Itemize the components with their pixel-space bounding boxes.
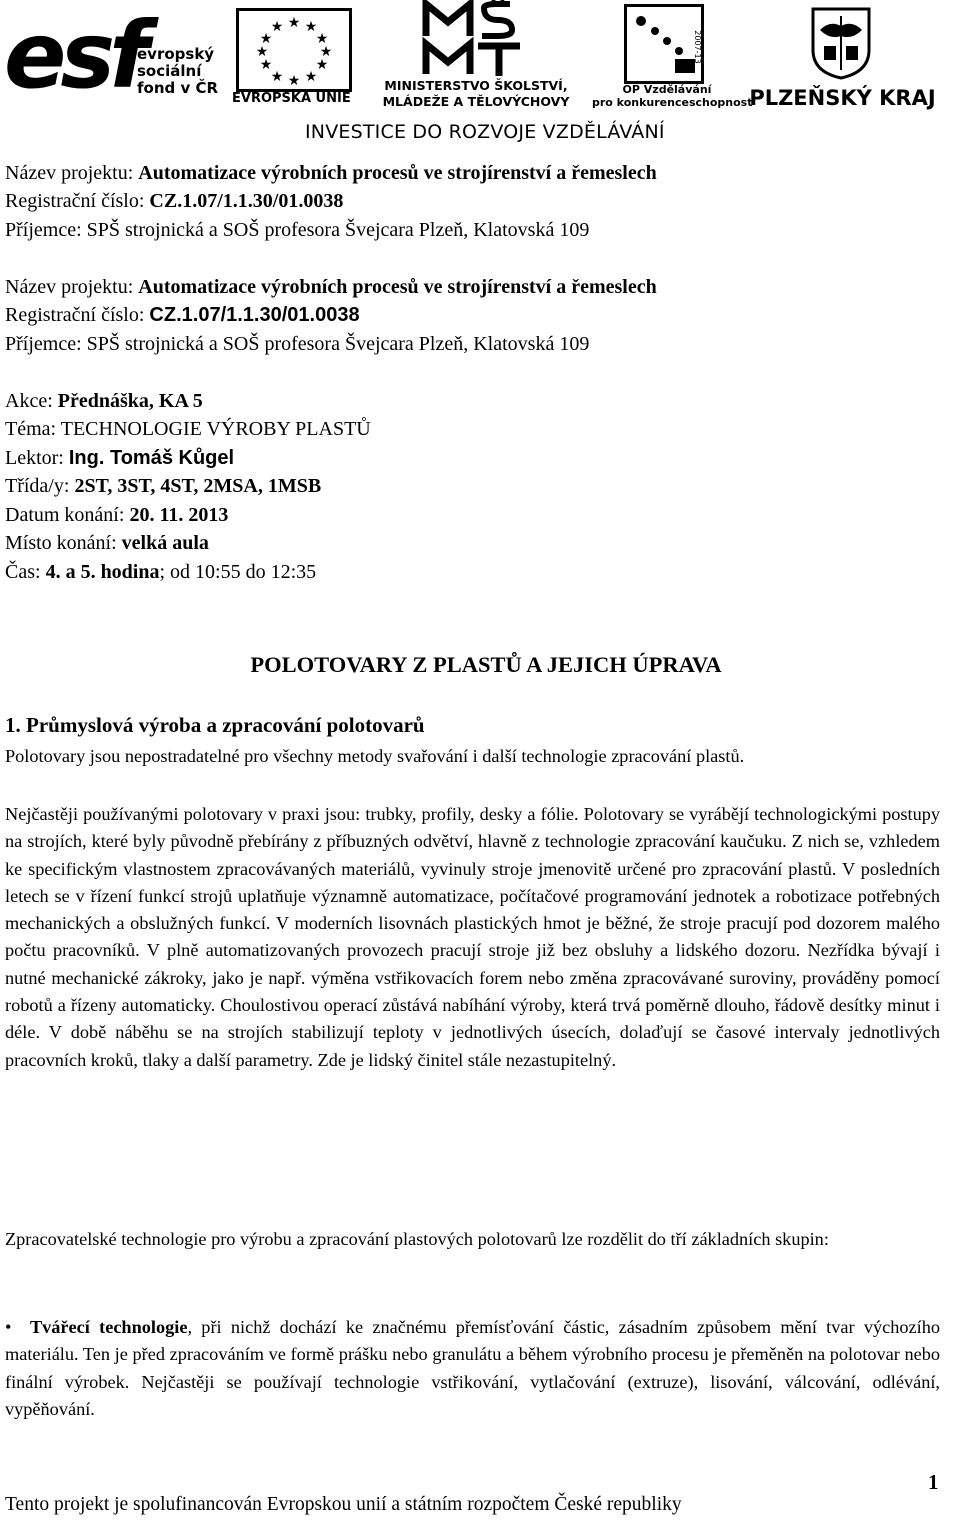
section-title: 1. Průmyslová výroba a zpracování polotovarů — [5, 713, 425, 737]
svg-text:★: ★ — [270, 70, 284, 85]
logo-band — [0, 0, 960, 150]
esf-mark: esf — [4, 2, 144, 109]
bullet-icon: • — [5, 1317, 12, 1337]
misto-line: Místo konání: velká aula — [5, 532, 209, 554]
project-name-line-1: Název projektu: Automatizace výrobních procesů ve strojírenství a řemeslech — [5, 162, 657, 184]
paragraph-3: Zpracovatelské technologie pro výrobu a zpracování plastových polotovarů lze rozdělit do tří základních skupin: — [5, 1229, 829, 1249]
investice-tagline: INVESTICE DO ROZVOJE VZDĚLÁVÁNÍ — [305, 121, 665, 143]
trida-line: Třída/y: 2ST, 3ST, 4ST, 2MSA, 1MSB — [5, 475, 322, 497]
svg-text:★: ★ — [315, 58, 329, 73]
svg-text:★: ★ — [315, 32, 329, 47]
project-name-line-2: Název projektu: Automatizace výrobních procesů ve strojírenství a řemeslech — [5, 276, 657, 298]
tema-line: Téma: TECHNOLOGIE VÝROBY PLASTŮ — [5, 418, 371, 440]
recipient-line-2: Příjemce: SPŠ strojnická a SOŠ profesora Švejcara Plzeň, Klatovská 109 — [5, 333, 590, 355]
op-vertical-text: 2007-13 — [693, 30, 702, 64]
bullet-paragraph: • Tvářecí technologie, při nichž dochází ke značnému přemísťování částic, zásadním způsobem mění tvar výchozího materiálu. Ten je před zpracováním ve formě prášku nebo granulátu a během výrobního procesu je přeměněn na polotovar nebo finální výrobek. Nejčastěji se používají technologie vstřikování, vytlačování (extruze), lisování, válcování, odlévání, vypěňování. — [5, 1317, 941, 1419]
op-mark-icon — [624, 4, 704, 84]
svg-text:★: ★ — [259, 58, 273, 73]
registration-line-1: Registrační číslo: CZ.1.07/1.1.30/01.0038 — [5, 190, 344, 212]
plzensky-kraj-logo — [740, 6, 945, 110]
op-logo-text: OP Vzdělávání pro konkurenceschopnost — [592, 83, 753, 109]
esf-logo-text: evropský sociální fond v ČR — [137, 45, 219, 97]
recipient-line-1: Příjemce: SPŠ strojnická a SOŠ profesora Švejcara Plzeň, Klatovská 109 — [5, 219, 590, 241]
registration-line-2: Registrační číslo: CZ.1.07/1.1.30/01.0038 — [5, 304, 360, 326]
msmt-logo — [366, 0, 586, 110]
page-number: 1 — [928, 1470, 939, 1494]
esf-logo — [4, 2, 219, 110]
paragraph-2: Nejčastěji používanými polotovary v praxi jsou: trubky, profily, desky a fólie. Polotovary se vyrábějí technologickými postupy na strojích, které byly původně přebírány z příbuzných odvětví, hlavně z technologie zpracování kaučuku. Z nich se, vzhledem ke specifickým vlastnostem zpracovávaných materiálů, vyvinuly stroje jmenovitě určené pro zpracování plastů. V posledních letech se v řízení funkcí strojů uplatňuje významně automatizace, počítačové programování jednotek a robotizace potřebných mechanických a obslužných funkcí. V moderních lisovnách plastických hmot je běžné, že stroje pracují pod dozorem malého počtu pracovníků. V plně automatizovaných provozech pracují stroje již bez obsluhy a lidského dozoru. Nezřídka bývají i nutné mechanické zákroky, jako je např. výměna vstřikovacích forem nebo změna zpracovávané suroviny, prováděny pomocí robotů a řízeny automaticky. Choulostivou operací zůstává nabíhání výroby, která trvá poměrně dlouho, řádově desítky minut i déle. V době náběhu se na strojích stabilizují teploty v jednotlivých úsecích, dolaďují se časové intervaly jednotlivých pracovních kroků, tlaky a další parametry. Zde je lidský činitel stále nezastupitelný. — [5, 804, 940, 1070]
msmt-mark-icon — [418, 0, 528, 78]
plzensky-kraj-text: PLZEŇSKÝ KRAJ — [749, 86, 936, 110]
svg-text:★: ★ — [255, 45, 269, 60]
akce-line: Akce: Přednáška, KA 5 — [5, 390, 203, 412]
svg-text:★: ★ — [304, 20, 318, 35]
cas-line: Čas: 4. a 5. hodina; od 10:55 do 12:35 — [5, 561, 317, 583]
shield-icon — [810, 6, 872, 80]
op-logo — [592, 4, 753, 109]
msmt-logo-text: MINISTERSTVO ŠKOLSTVÍ, MLÁDEŽE A TĚLOVÝCHOVY — [382, 78, 570, 109]
svg-text:★: ★ — [270, 20, 284, 35]
paragraph-1: Polotovary jsou nepostradatelné pro všechny metody svařování i další technologie zpracování plastů. — [5, 746, 745, 766]
svg-text:★: ★ — [304, 70, 318, 85]
eu-logo — [232, 4, 357, 104]
lektor-line: Lektor: Ing. Tomáš Kůgel — [5, 447, 235, 469]
svg-text:★: ★ — [287, 74, 301, 89]
svg-text:★: ★ — [259, 32, 273, 47]
svg-text:★: ★ — [319, 45, 333, 60]
datum-line: Datum konání: 20. 11. 2013 — [5, 504, 229, 526]
eu-logo-text: EVROPSKÁ UNIE — [232, 91, 351, 106]
eu-flag-icon — [236, 8, 352, 92]
svg-text:★: ★ — [287, 16, 301, 31]
footer-text: Tento projekt je spolufinancován Evropskou unií a státním rozpočtem České republiky — [5, 1494, 682, 1515]
document-heading: POLOTOVARY Z PLASTŮ A JEJICH ÚPRAVA — [250, 652, 722, 677]
